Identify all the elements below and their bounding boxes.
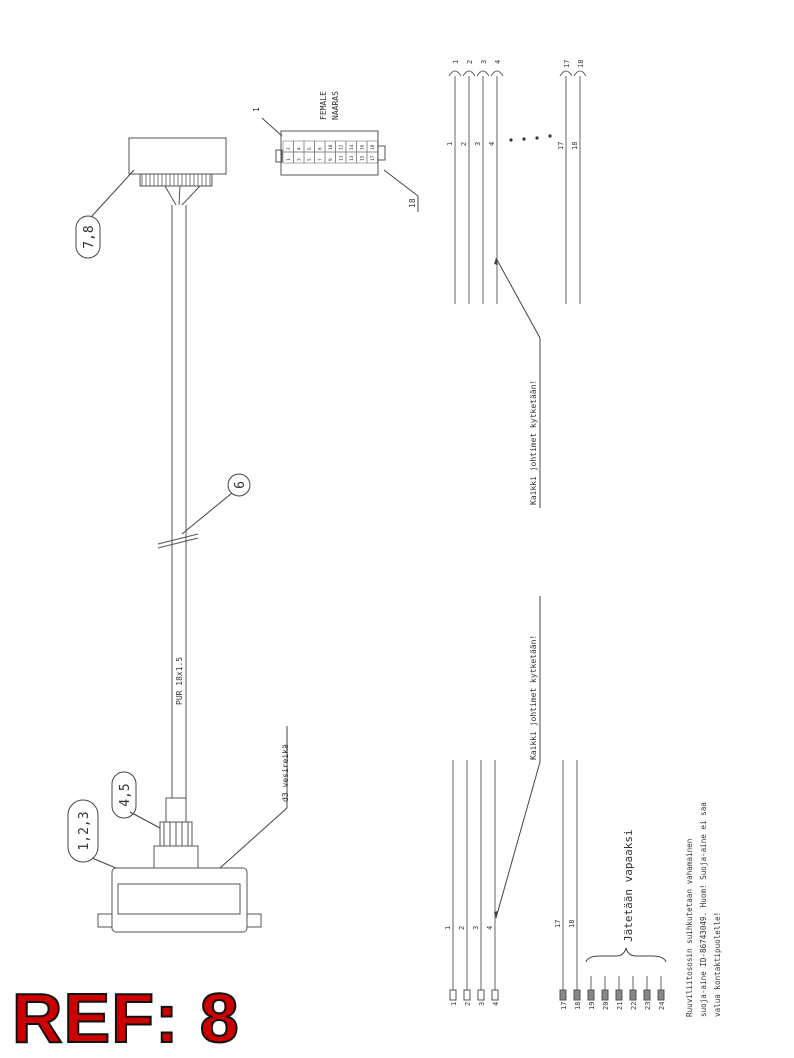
- connector-pin-label: 3: [297, 158, 303, 161]
- wire-ferrule: [630, 990, 636, 1000]
- plug-insert-contact-hatch: [142, 174, 210, 186]
- right-wire-top-label: 18: [577, 59, 585, 68]
- plug-insert-contacts: [140, 174, 212, 186]
- unused-wire-label: 22: [630, 1001, 638, 1010]
- unused-wire-label: 23: [644, 1001, 652, 1010]
- left-wire-mid-label: 1: [444, 925, 452, 930]
- unused-wire-label: 20: [602, 1001, 610, 1010]
- wire-ferrule: [560, 990, 566, 1000]
- cable-core-fan: [165, 186, 176, 205]
- balloon-7-8: [76, 170, 134, 258]
- connector-pin-label: 9: [329, 158, 334, 161]
- connector-pin-label: 11: [339, 155, 345, 161]
- right-wire-mid-label: 3: [474, 141, 482, 146]
- wire-ferrule: [478, 990, 484, 1000]
- unused-wires-note: Jätetään vapaaksi: [622, 829, 635, 942]
- right-note-text: Kaikki johtimet kytketään!: [529, 379, 538, 505]
- housing-body: [112, 868, 247, 932]
- wire-ferrule: [574, 990, 580, 1000]
- right-block-dots: [509, 134, 551, 141]
- connector-key-right: [378, 146, 385, 160]
- connector-outline: [281, 131, 378, 175]
- left-wire-end-label: 1: [450, 1001, 458, 1006]
- connector-pin-label: 4: [297, 147, 303, 150]
- gland-nut: [154, 846, 198, 868]
- housing-stud-right: [247, 914, 261, 927]
- reference-label: REF: 8: [12, 979, 240, 1057]
- right-wire-mid-label: 2: [460, 141, 468, 146]
- wire-ferrule: [616, 990, 622, 1000]
- balloon-text: 6: [233, 481, 248, 489]
- gland-seal: [166, 798, 186, 822]
- wire-ferrule: [658, 990, 664, 1000]
- footnote-block: [685, 802, 722, 1017]
- connector-pin-label: 14: [350, 144, 355, 150]
- connector-pin-label: 13: [350, 155, 355, 161]
- vent-hole-callout: [220, 726, 290, 868]
- connector-pin-label: 2: [287, 147, 292, 150]
- left-wire-end-label: 2: [464, 1001, 472, 1006]
- balloon-1-2-3: [68, 800, 116, 868]
- right-wire-block: [446, 60, 586, 304]
- connector-pin-label: 18: [371, 144, 376, 150]
- unused-wires-brace: [586, 948, 666, 962]
- balloon-6: [182, 474, 250, 534]
- connector-pin-label: 10: [329, 144, 334, 150]
- housing-stud-left: [98, 914, 112, 927]
- cable-core-fan: [179, 186, 180, 205]
- housing-window: [118, 884, 240, 914]
- right-wire-terminal: [449, 71, 461, 76]
- unused-wire-label: 21: [616, 1001, 624, 1010]
- connector-pin-label: 1: [287, 158, 292, 161]
- cable-core-fan: [182, 186, 200, 205]
- connector-pin-grid: [283, 141, 378, 163]
- right-wire-terminal: [491, 71, 503, 76]
- unused-wire-label: 24: [658, 1001, 666, 1010]
- balloon-text: 7,8: [82, 225, 97, 249]
- left-wire-end-label: 17: [560, 1001, 568, 1010]
- wire-ferrule: [464, 990, 470, 1000]
- connector-pin-label: 6: [308, 147, 313, 150]
- right-wire-top-label: 4: [494, 59, 502, 64]
- wire-ferrule: [644, 990, 650, 1000]
- right-wire-top-label: 1: [452, 59, 460, 64]
- connector-pin-label: 16: [360, 144, 366, 150]
- footnote-line-3: valua kontaktipuolelle!: [713, 911, 722, 1017]
- right-wire-mid-label: 4: [488, 141, 496, 146]
- left-wire-mid-label: 2: [458, 925, 466, 930]
- pin-callout-last: 18: [408, 198, 417, 208]
- right-wire-terminal: [477, 71, 489, 76]
- right-wire-terminal: [560, 71, 572, 76]
- connector-title-fi: NAARAS: [331, 91, 340, 120]
- left-wire-mid-label: 18: [568, 919, 576, 928]
- right-wire-mid-label: 18: [571, 141, 579, 150]
- balloon-text: 4,5: [118, 783, 133, 807]
- wire-ferrule: [588, 990, 594, 1000]
- connector-pin-label: 17: [371, 155, 376, 161]
- connector-pin-label: 5: [308, 158, 313, 161]
- right-wire-top-label: 17: [563, 59, 571, 68]
- right-wire-terminal: [574, 71, 586, 76]
- pin-callout-first: 1: [252, 107, 261, 112]
- wire-ferrule: [450, 990, 456, 1000]
- plug-insert-body: [129, 138, 226, 174]
- wire-ferrule: [492, 990, 498, 1000]
- left-wire-end-label: 3: [478, 1001, 486, 1006]
- connector-face: [252, 91, 418, 212]
- right-wire-top-label: 2: [466, 59, 474, 64]
- right-wire-mid-label: 1: [446, 141, 454, 146]
- connector-title-en: FEMALE: [319, 91, 328, 120]
- right-wire-top-label: 3: [480, 59, 488, 64]
- right-wire-terminal: [463, 71, 475, 76]
- footnote-line-2: suoja-aine ID-86743049. Huom! Suoja-aine ei saa: [699, 802, 708, 1017]
- left-wire-mid-label: 4: [486, 925, 494, 930]
- left-wire-mid-label: 17: [554, 919, 562, 928]
- left-wire-end-label: 4: [492, 1001, 500, 1006]
- right-note: [494, 258, 540, 508]
- vent-hole-label: d3 vesireikä: [281, 744, 290, 802]
- left-wire-mid-label: 3: [472, 925, 480, 930]
- left-wire-end-label: 18: [574, 1001, 582, 1010]
- right-wire-mid-label: 17: [557, 141, 565, 150]
- balloon-4-5: [112, 772, 160, 828]
- balloon-text: 1,2,3: [77, 811, 92, 851]
- unused-wire-label: 19: [588, 1001, 596, 1010]
- connector-pin-label: 7: [318, 158, 324, 161]
- left-note: [494, 596, 540, 918]
- connector-pin-label: 8: [318, 147, 324, 150]
- connector-pin-label: 12: [339, 144, 345, 150]
- footnote-line-1: Ruuviliitososin suihkutetaan vahamainen: [685, 838, 694, 1017]
- wire-ferrule: [602, 990, 608, 1000]
- cable-spec-label: PUR 18x1.5: [175, 656, 184, 705]
- connector-pin-label: 15: [360, 155, 366, 161]
- left-note-text: Kaikki johtimet kytketään!: [529, 634, 538, 760]
